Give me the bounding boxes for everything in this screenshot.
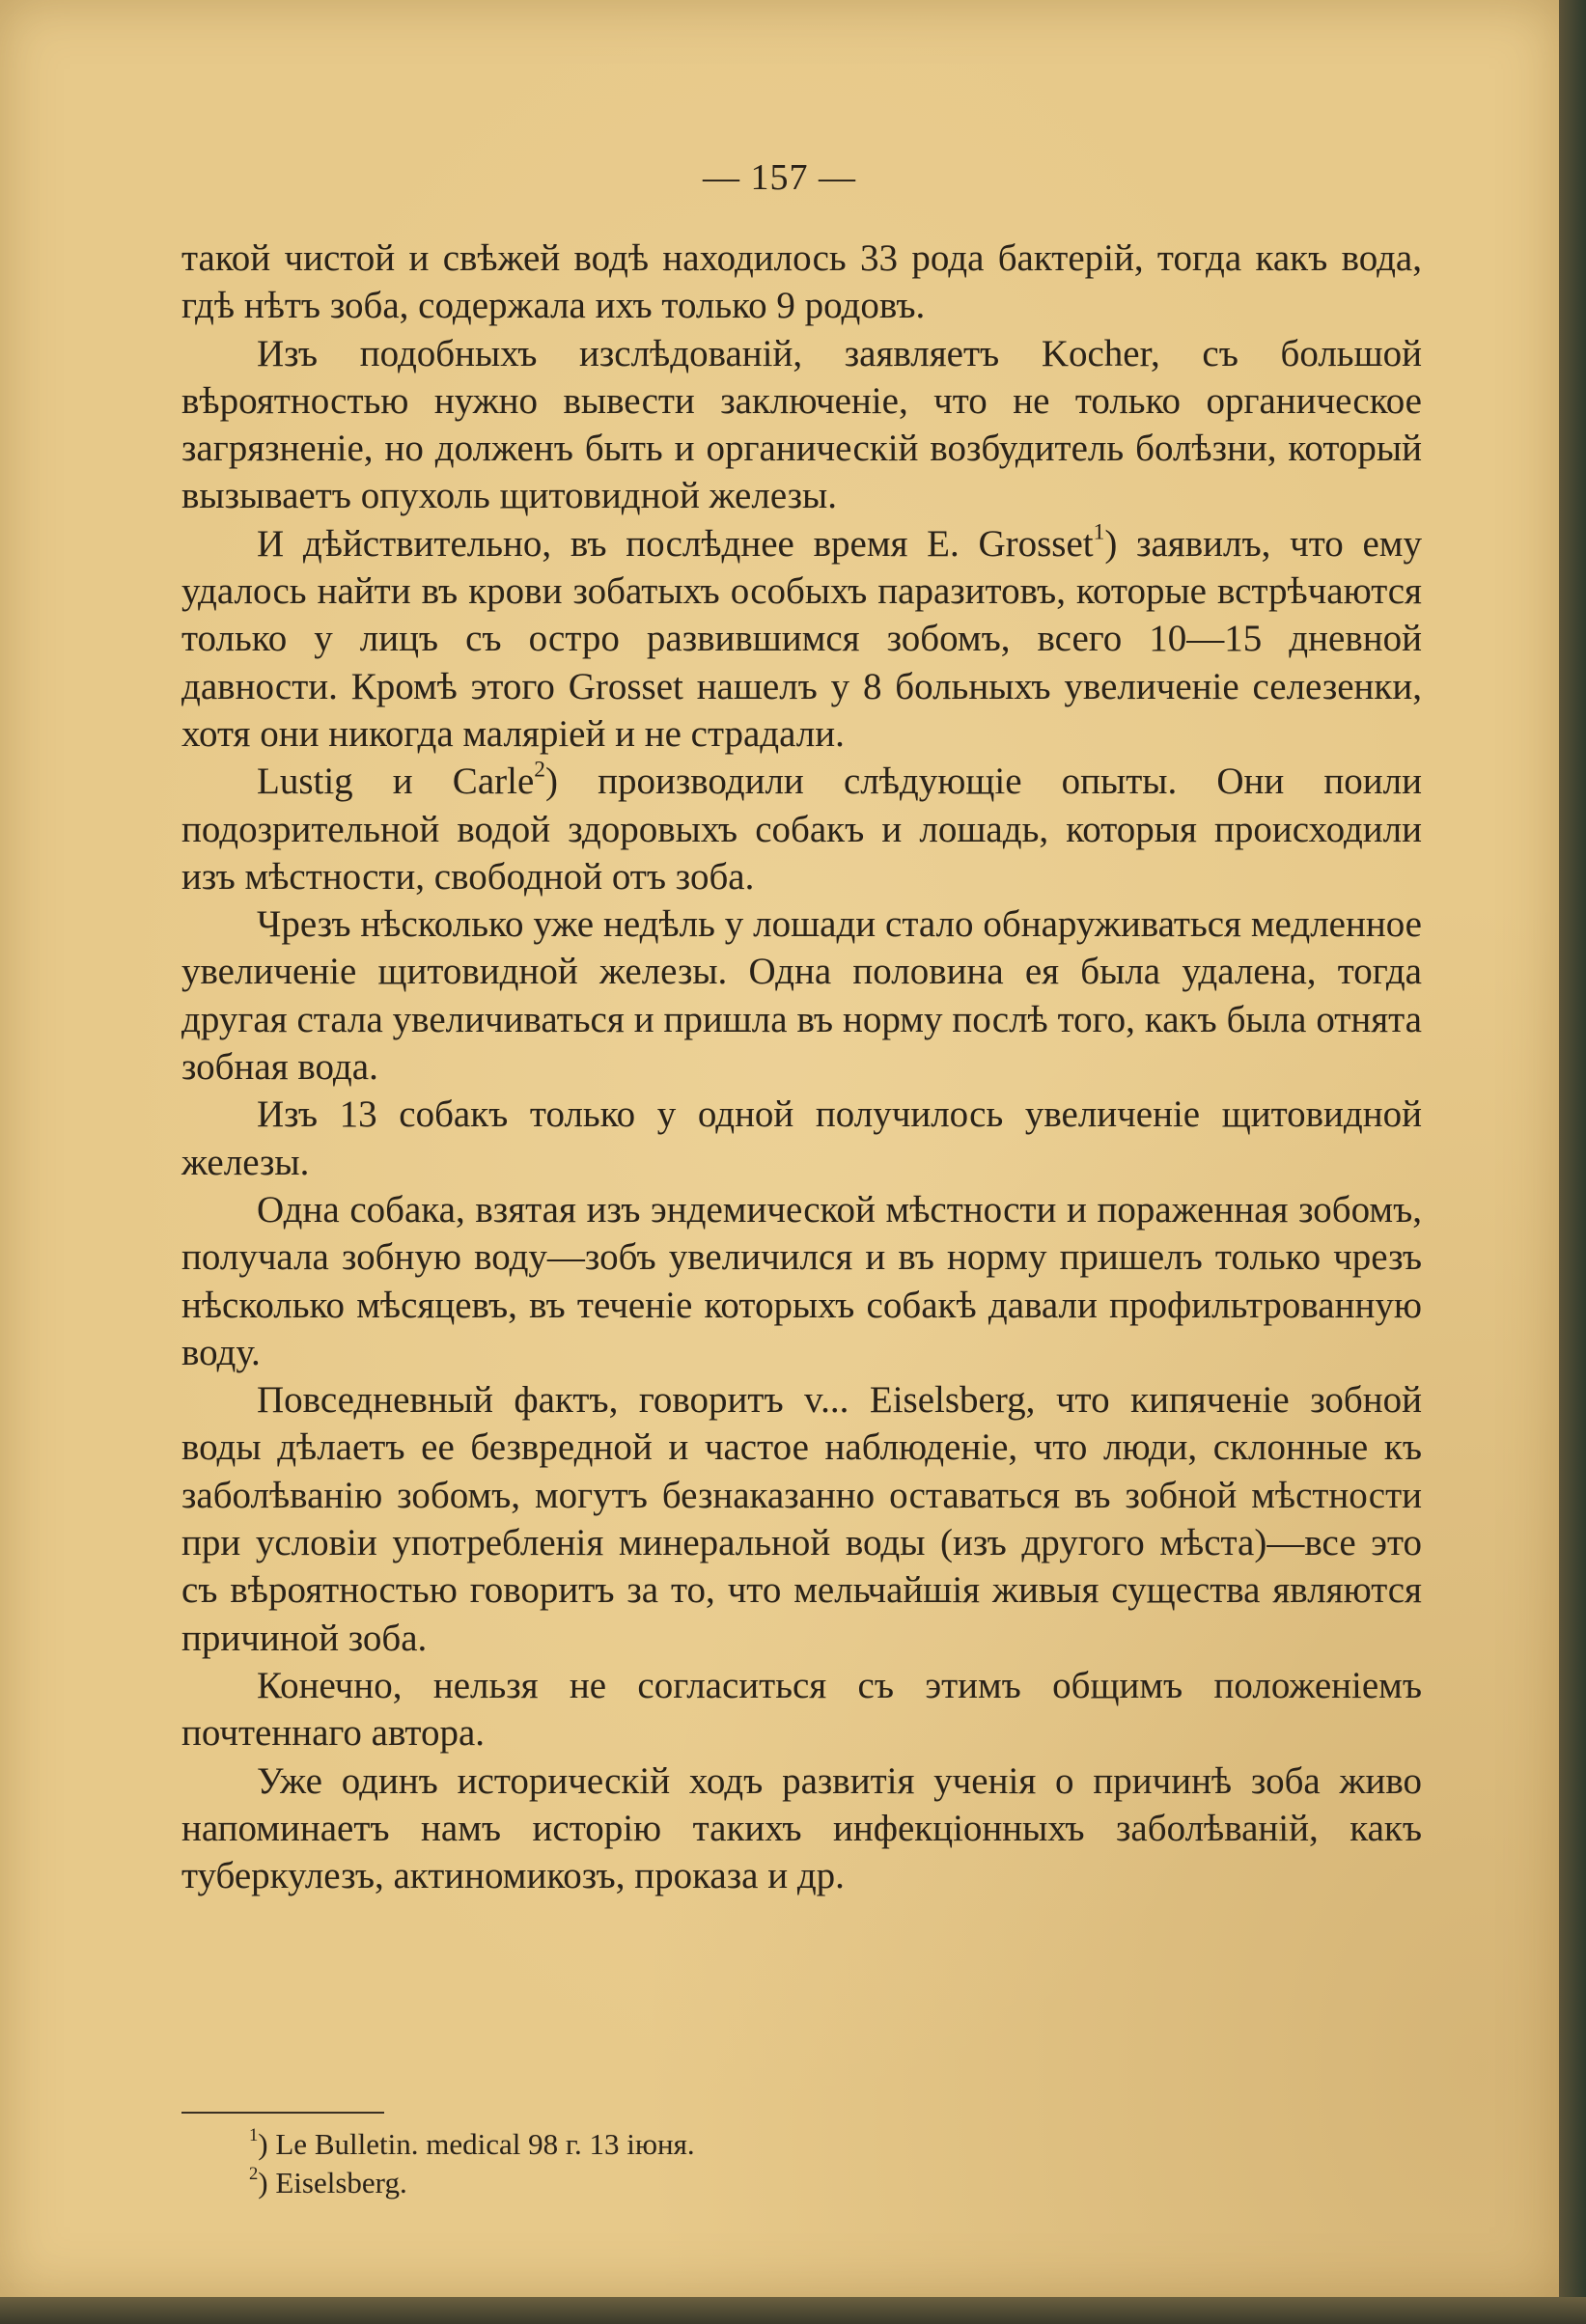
- footnote-ref-2: 2: [534, 757, 545, 783]
- footnote-1: [249, 2125, 1311, 2164]
- paragraph-3-before: И дѣйствительно, въ послѣднее время E. Grosset: [257, 522, 1094, 565]
- paragraph-3: [181, 520, 1422, 758]
- footnote-1-text: ) Le Bulletin. medical 98 г. 13 іюня.: [258, 2127, 695, 2161]
- footnotes: [249, 2125, 1311, 2202]
- paragraph-4-after: ) производили слѣдующіе опыты. Они поили подозрительной водой здоровыхъ собакъ и лошадь, которыя происходили изъ мѣстности, свободной отъ зоба.: [181, 761, 1422, 898]
- page-number: — 157 —: [703, 157, 856, 198]
- footnote-divider: [181, 2112, 384, 2114]
- paragraph-10: Уже одинъ историческій ходъ развитія ученія о причинѣ зоба живо напоминаетъ намъ исторію такихъ инфекціонныхъ заболѣваній, какъ туберкулезъ, актиномикозъ, проказа и др.: [181, 1759, 1422, 1897]
- paragraph-2: Изъ подобныхъ изслѣдованій, заявляетъ Kocher, съ большой вѣроятностью нужно вывести заключеніе, что не только органическое загрязненіе, но долженъ быть и органическій возбудитель болѣзни, который вызываетъ опухоль щитовидной железы.: [181, 332, 1422, 517]
- paragraph-6: Изъ 13 собакъ только у одной получилось увеличеніе щитовидной железы.: [181, 1093, 1422, 1183]
- footnote-mark-2: 2: [249, 2164, 259, 2185]
- paragraph-8: Повседневный фактъ, говоритъ v... Eiselsberg, что кипяченіе зобной воды дѣлаетъ ее безвредной и частое наблюденіе, что люди, склонные къ заболѣванію зобомъ, могутъ безнаказанно оставаться въ зобной мѣстности при условіи употребленія минеральной воды (изъ другого мѣста)—все это съ вѣроятностью говоритъ за то, что мельчайшія живыя существа являются причиной зоба.: [181, 1379, 1422, 1659]
- paragraph-4: [181, 758, 1422, 900]
- book-edge-bottom: [0, 2297, 1586, 2324]
- paragraph-5: Чрезъ нѣсколько уже недѣль у лошади стало обнаруживаться медленное увеличеніе щитовидной железы. Одна половина ея была удалена, тогда другая стала увеличиваться и пришла въ норму послѣ того, какъ была отнята зобная вода.: [181, 903, 1422, 1089]
- footnote-2: [249, 2164, 1311, 2202]
- footnote-2-text: ) Eiselsberg.: [258, 2166, 407, 2200]
- paragraph-7: Одна собака, взятая изъ эндемической мѣстности и пораженная зобомъ, получала зобную воду—зобъ увеличился и въ норму пришелъ только чрезъ нѣсколько мѣсяцевъ, въ теченіе которыхъ собакѣ давали профильтрованную воду.: [181, 1188, 1422, 1373]
- footnote-mark-1: 1: [249, 2125, 259, 2146]
- body-text: [181, 235, 1422, 1899]
- paragraph-3-after: ) заявилъ, что ему удалось найти въ крови зобатыхъ особыхъ паразитовъ, которые встрѣчаются только у лицъ съ остро развившимся зобомъ, всего 10—15 дневной давности. Кромѣ этого Grosset нашелъ у 8 больныхъ увеличеніе селезенки, хотя они никогда маляріей и не страдали.: [181, 522, 1422, 755]
- paragraph-9: Конечно, нельзя не согласиться съ этимъ общимъ положеніемъ почтеннаго автора.: [181, 1664, 1422, 1755]
- paragraph-4-before: Lustig и Carle: [257, 761, 535, 803]
- book-edge-right: [1559, 0, 1586, 2324]
- paragraph-1: такой чистой и свѣжей водѣ находилось 33 рода бактерій, тогда какъ вода, гдѣ нѣтъ зоба, содержала ихъ только 9 родовъ.: [181, 237, 1422, 327]
- footnote-ref-1: 1: [1093, 519, 1105, 545]
